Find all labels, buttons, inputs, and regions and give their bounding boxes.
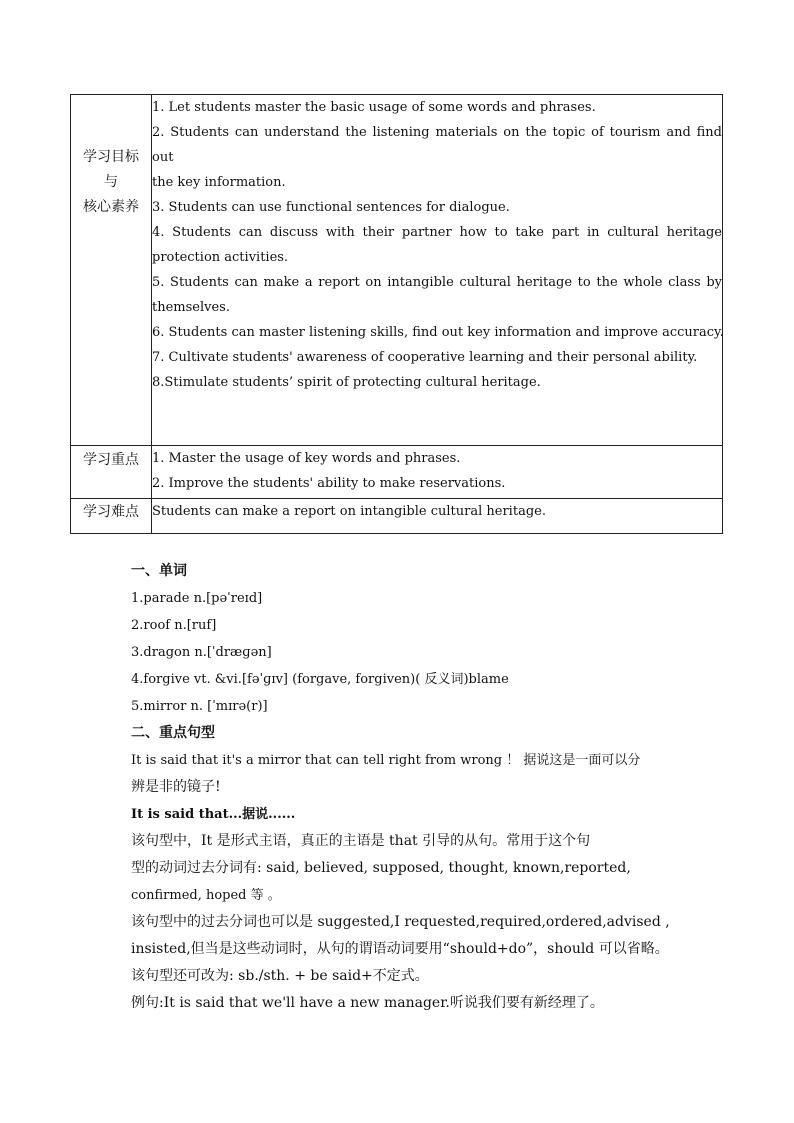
label-line: 学习难点 <box>83 504 139 520</box>
goal-line: protection activities. <box>152 250 289 265</box>
sentence-heading: 二、重点句型 <box>131 725 215 741</box>
goal-line: 8.Stimulate students’ spirit of protecting cultural heritage. <box>152 375 541 390</box>
goal-line: 3. Students can use functional sentences for dialogue. <box>152 200 510 215</box>
example-sentence: 例句:It is said that we'll have a new manager.听说我们要有新经理了。 <box>131 995 604 1011</box>
label-line: 核心素养 <box>83 199 139 215</box>
goal-line: the key information. <box>152 175 286 190</box>
goal-line: 2. Students can understand the listening materials on the topic of tourism and find out <box>152 125 722 165</box>
row-label-difficulties <box>71 499 152 534</box>
explanation-line: 型的动词过去分词有: said, believed, supposed, thought, known,reported, <box>131 860 631 876</box>
row-label-goals <box>71 95 152 446</box>
goal-line: themselves. <box>152 300 230 315</box>
label-line: 学习重点 <box>83 452 139 468</box>
difficulties-content <box>152 499 723 534</box>
goal-line: 6. Students can master listening skills, find out key information and improve accuracy. <box>152 325 724 340</box>
explanation-line: insisted,但当是这些动词时，从句的谓语动词要用“should+do”，should 可以省略。 <box>131 941 669 957</box>
notes-section <box>131 558 671 1017</box>
table-row-goals <box>71 95 723 446</box>
vocab-item: 1.parade n.[pəˈreɪd] <box>131 591 263 606</box>
pattern-title: It is said that...据说...... <box>131 807 296 822</box>
goals-content <box>152 95 723 446</box>
table-row-difficulties <box>71 499 723 534</box>
vocab-item: 3.dragon n.[ˈdræɡən] <box>131 645 272 660</box>
key-point-line: 2. Improve the students' ability to make reservations. <box>152 476 506 491</box>
vocab-item: 2.roof n.[ruf] <box>131 618 217 633</box>
label-line: 学习目标 <box>83 149 139 165</box>
key-point-line: 1. Master the usage of key words and phrases. <box>152 451 461 466</box>
explanation-line: confirmed, hoped 等 。 <box>131 888 281 903</box>
goal-line: 1. Let students master the basic usage of some words and phrases. <box>152 100 596 115</box>
row-label-key-points <box>71 446 152 499</box>
learning-goals-table <box>70 94 723 534</box>
explanation-line: 该句型中的过去分词也可以是 suggested,I requested,required,ordered,advised , <box>131 914 670 930</box>
explanation-line: 该句型中，It 是形式主语，真正的主语是 that 引导的从句。常用于这个句 <box>131 833 591 849</box>
vocab-item: 4.forgive vt. &vi.[fəˈɡɪv] (forgave, forgiven)( 反义词)blame <box>131 672 509 687</box>
explanation-line: 该句型还可改为: sb./sth. + be said+不定式。 <box>131 968 429 984</box>
key-points-content <box>152 446 723 499</box>
goal-line: 5. Students can make a report on intangible cultural heritage to the whole class by <box>152 275 722 290</box>
example-line: It is said that it's a mirror that can tell right from wrong ！ 据说这是一面可以分 <box>131 753 641 768</box>
label-line: 与 <box>104 174 118 190</box>
vocab-item: 5.mirror n. [ˈmɪrə(r)] <box>131 699 268 714</box>
goal-line: 4. Students can discuss with their partner how to take part in cultural heritage <box>152 225 722 240</box>
goal-line: 7. Cultivate students' awareness of cooperative learning and their personal ability. <box>152 350 698 365</box>
table-row-key-points <box>71 446 723 499</box>
difficulty-line: Students can make a report on intangible cultural heritage. <box>152 504 546 519</box>
vocab-heading: 一、单词 <box>131 563 187 579</box>
example-line: 辨是非的镜子! <box>131 779 221 795</box>
